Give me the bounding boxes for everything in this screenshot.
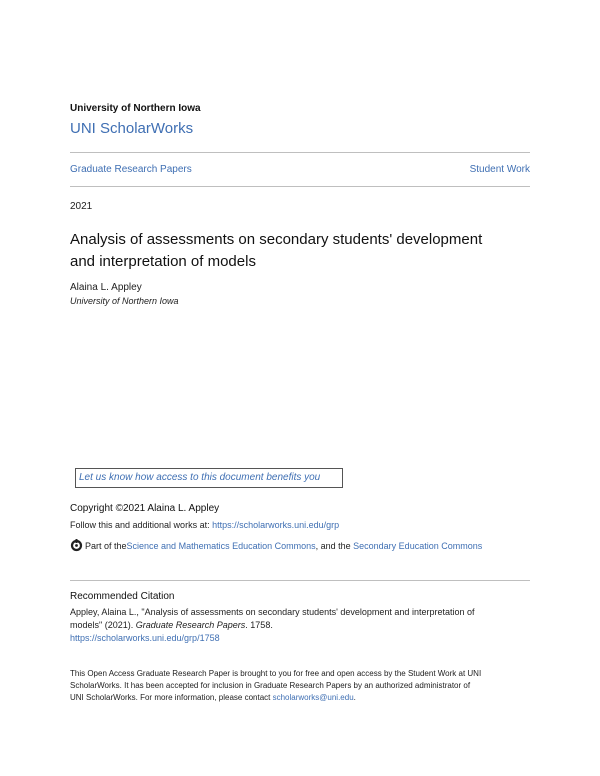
contact-email-link[interactable]: scholarworks@uni.edu bbox=[272, 693, 354, 702]
feedback-link-text: Let us know how access to this document benefits you bbox=[79, 472, 321, 483]
part-of-text: Part of the bbox=[85, 540, 127, 551]
footer-line-1: This Open Access Graduate Research Paper is brought to you for free and open access by the Student Work at UNI bbox=[70, 669, 482, 678]
citation-divider bbox=[70, 580, 530, 581]
paper-title bbox=[70, 229, 482, 273]
follow-url-link[interactable]: https://scholarworks.uni.edu/grp bbox=[212, 520, 340, 530]
student-work-link[interactable]: Student Work bbox=[469, 164, 530, 175]
citation-line-2 bbox=[70, 619, 474, 632]
graduate-research-papers-link[interactable]: Graduate Research Papers bbox=[70, 164, 192, 175]
footer-line-3-prefix: UNI ScholarWorks. For more information, please contact bbox=[70, 693, 273, 702]
footer-line-2: ScholarWorks. It has been accepted for inclusion in Graduate Research Papers by an authorized administrator of bbox=[70, 681, 471, 690]
secondary-education-commons-link[interactable]: Secondary Education Commons bbox=[353, 540, 483, 551]
publication-year: 2021 bbox=[70, 201, 93, 212]
citation-line-1: Appley, Alaina L., "Analysis of assessments on secondary students' development and interpretation of bbox=[70, 607, 475, 617]
citation-body bbox=[70, 606, 474, 645]
institution-name: University of Northern Iowa bbox=[70, 103, 201, 114]
citation-heading: Recommended Citation bbox=[70, 591, 175, 602]
and-the-text: , and the bbox=[315, 540, 354, 551]
paper-title-line-2: and interpretation of models bbox=[70, 253, 256, 270]
citation-url-link[interactable]: https://scholarworks.uni.edu/grp/1758 bbox=[70, 633, 220, 643]
footer-line-3 bbox=[70, 692, 481, 704]
commons-line bbox=[70, 539, 482, 552]
repository-link[interactable]: UNI ScholarWorks bbox=[70, 120, 194, 137]
citation-line-2-suffix: . 1758. bbox=[245, 620, 273, 630]
author-name: Alaina L. Appley bbox=[70, 282, 142, 293]
author-affiliation: University of Northern Iowa bbox=[70, 296, 179, 306]
network-commons-icon bbox=[70, 539, 83, 552]
citation-journal: Graduate Research Papers bbox=[135, 620, 246, 630]
footer-line-3-suffix: . bbox=[353, 693, 356, 702]
science-math-education-commons-link[interactable]: Science and Mathematics Education Commons bbox=[126, 540, 316, 551]
follow-line bbox=[70, 520, 339, 530]
nav-divider bbox=[70, 186, 530, 187]
feedback-link-box[interactable] bbox=[75, 468, 343, 488]
citation-line-2-prefix: models" (2021). bbox=[70, 620, 136, 630]
paper-title-line-1: Analysis of assessments on secondary students' development bbox=[70, 231, 483, 248]
copyright-statement: Copyright ©2021 Alaina L. Appley bbox=[70, 503, 220, 514]
follow-prefix: Follow this and additional works at: bbox=[70, 520, 213, 530]
open-access-footer bbox=[70, 668, 481, 704]
header-divider bbox=[70, 152, 530, 153]
